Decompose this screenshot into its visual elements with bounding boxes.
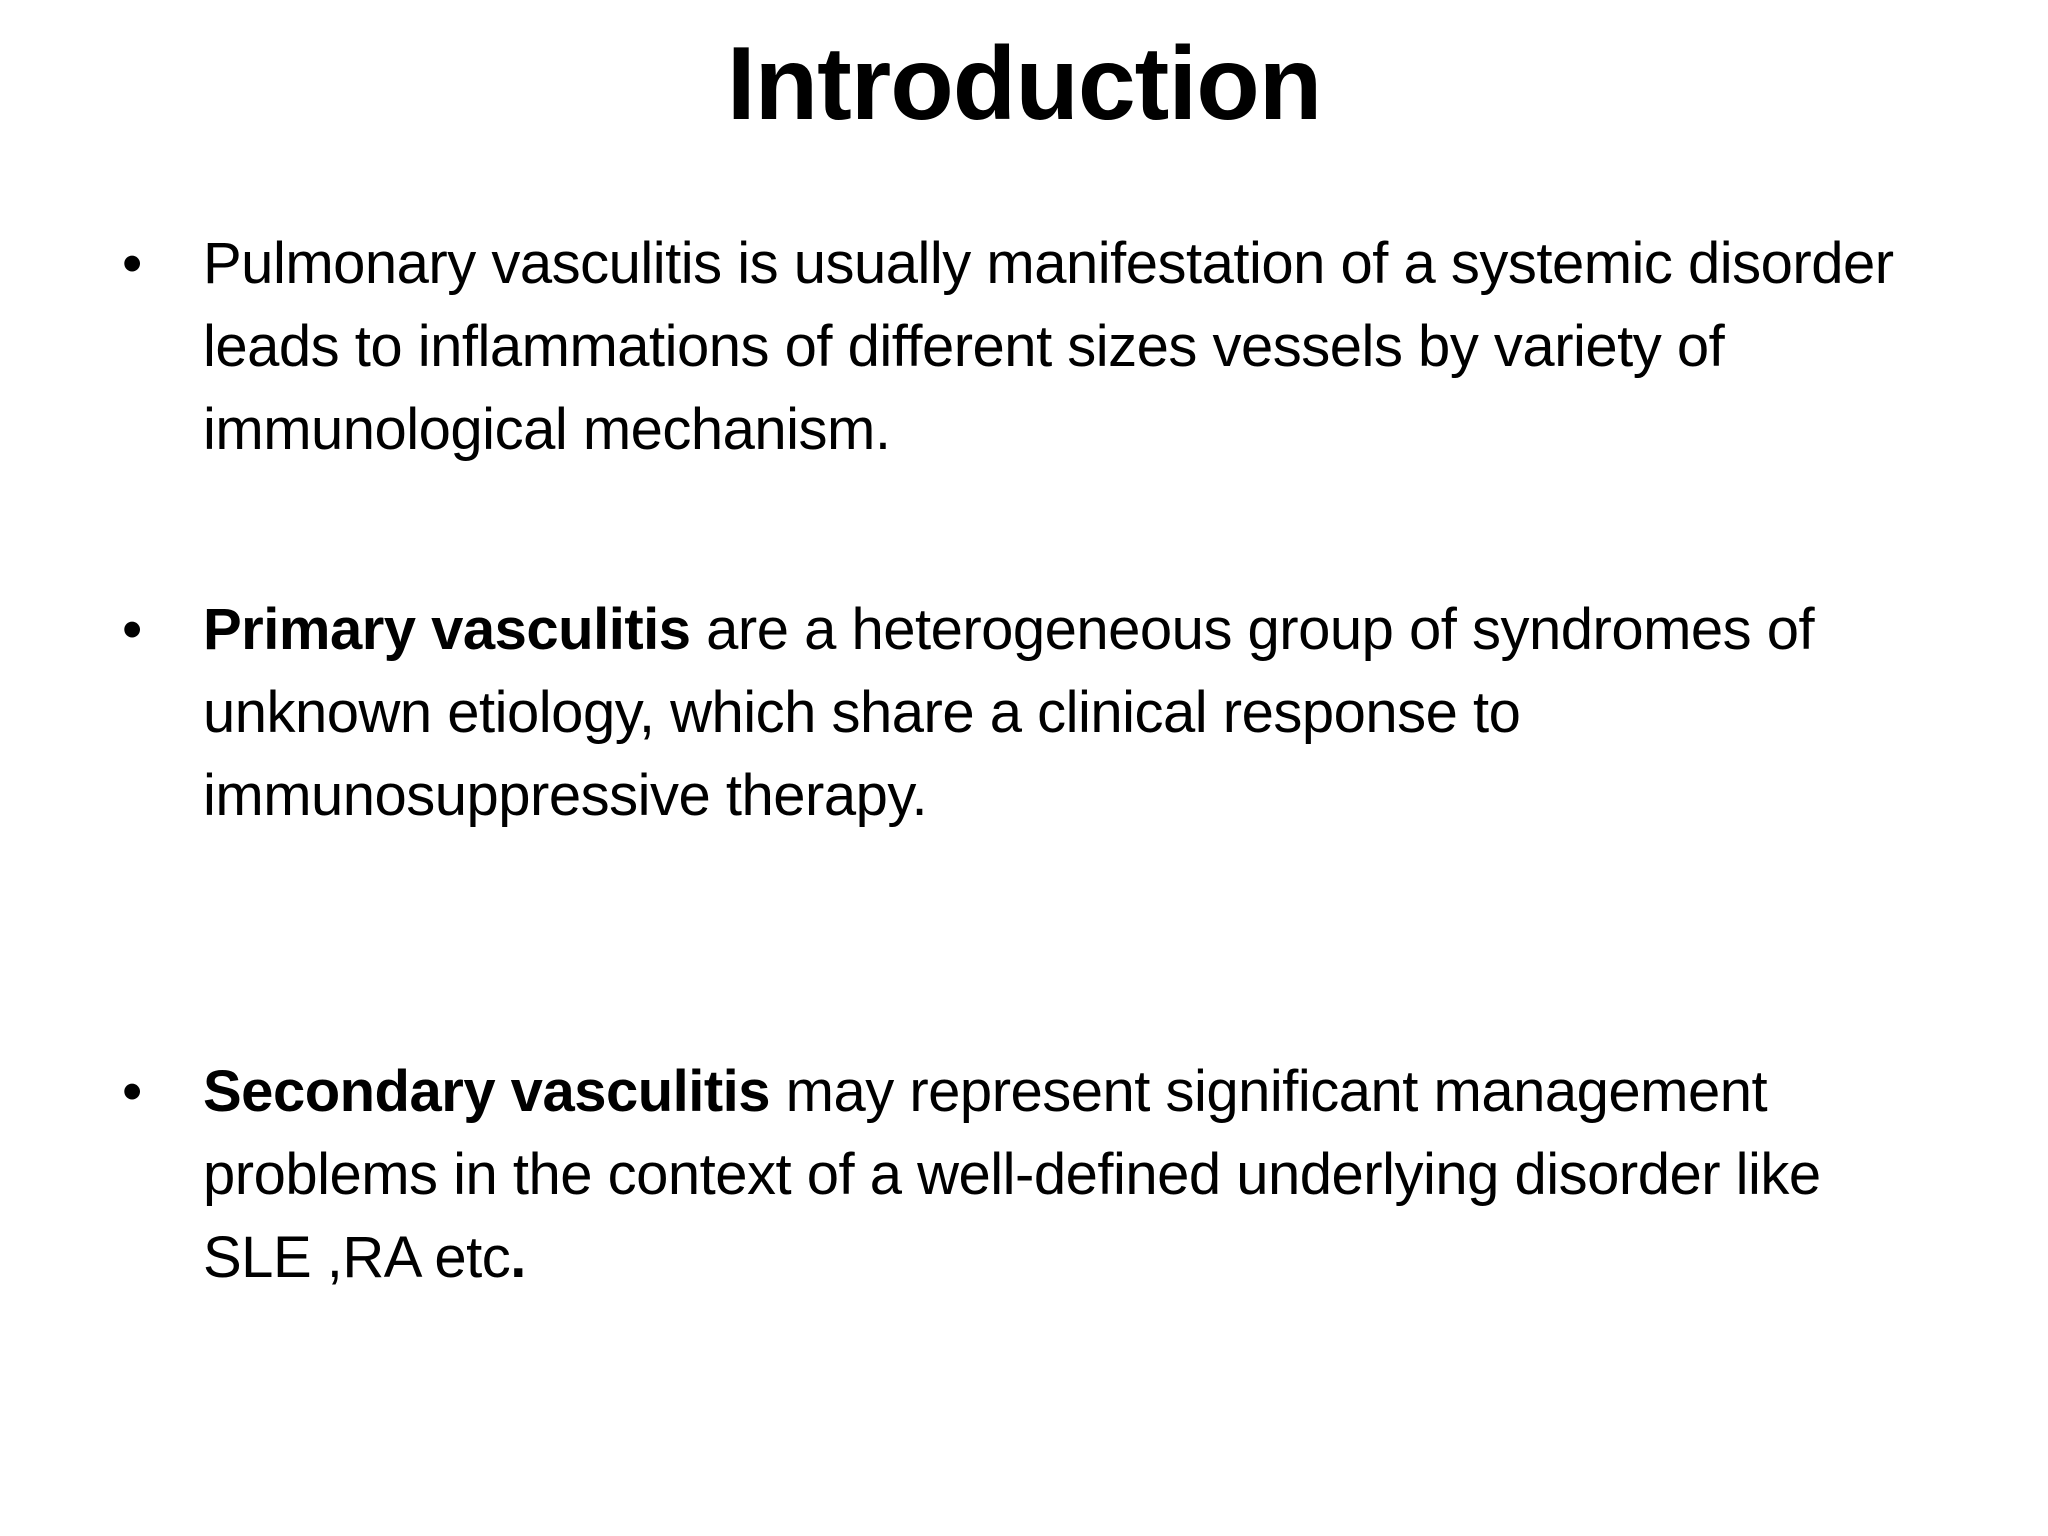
bullet-text: Pulmonary vasculitis is usually manifestation of a systemic disorder leads to inflammations of different sizes vessels by variety of immunological mechanism. bbox=[203, 231, 1894, 462]
bullet-marker: • bbox=[122, 231, 142, 296]
bullet-lead-term: Secondary vasculitis bbox=[203, 1059, 771, 1124]
slide-title: Introduction bbox=[726, 26, 1322, 142]
bullet-item-pulmonary-vasculitis bbox=[122, 222, 1922, 471]
bullet-final-period: . bbox=[510, 1225, 526, 1290]
bullet-lead-term: Primary vasculitis bbox=[203, 597, 691, 662]
bullet-text: are a heterogeneous group of syndromes of unknown etiology, which share a clinical response to immunosuppressive therapy. bbox=[203, 597, 1815, 828]
bullet-marker: • bbox=[122, 1059, 142, 1124]
bullet-item-primary-vasculitis bbox=[122, 588, 1922, 837]
bullet-item-secondary-vasculitis bbox=[122, 1050, 1922, 1299]
bullet-text: may represent significant management problems in the context of a well-defined underlying disorder like SLE ,RA etc bbox=[203, 1059, 1821, 1290]
bullet-list bbox=[122, 222, 1922, 1299]
bullet-marker: • bbox=[122, 597, 142, 662]
